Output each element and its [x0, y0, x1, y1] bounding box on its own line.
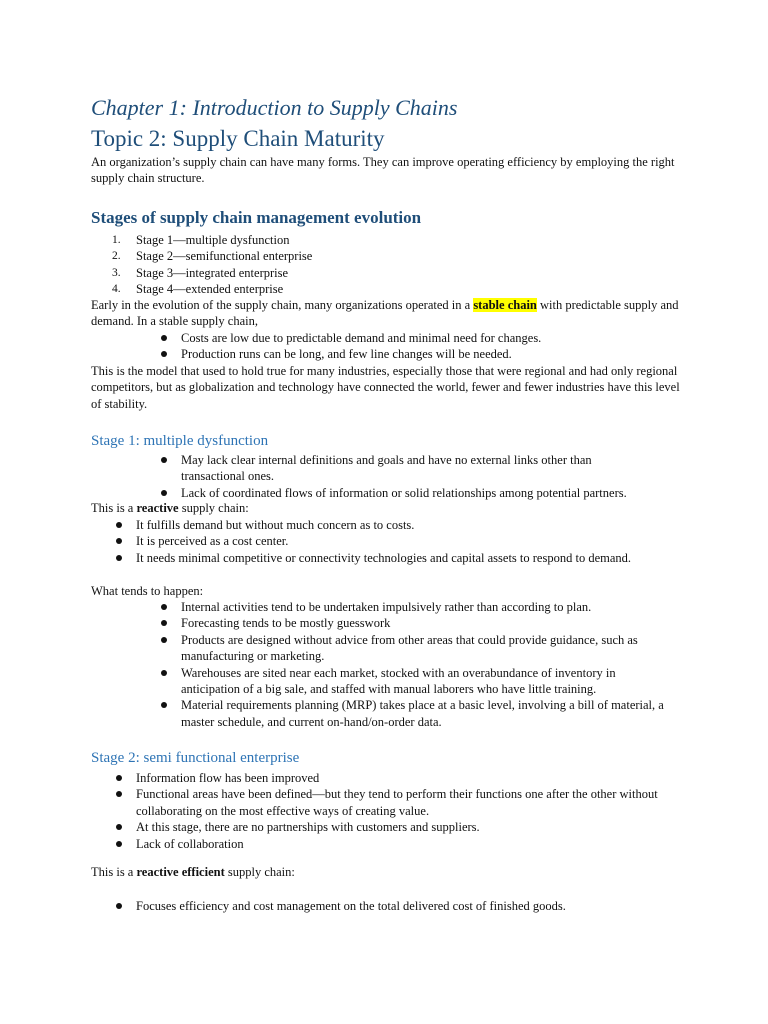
list-item: 1. Stage 1—multiple dysfunction [112, 233, 290, 247]
tends-bullets [181, 599, 676, 730]
list-item: It fulfills demand but without much concern as to costs. [136, 517, 646, 533]
topic-title: Topic 2: Supply Chain Maturity [91, 126, 385, 151]
stages-heading: Stages of supply chain management evolution [91, 208, 422, 227]
list-item: Material requirements planning (MRP) takes place at a basic level, involving a bill of material, a master schedule, and current on-hand/on-order data. [181, 697, 676, 730]
list-item: 4. Stage 4—extended enterprise [112, 282, 284, 297]
list-item: Information flow has been improved [136, 770, 676, 786]
list-item: Functional areas have been defined—but they tend to perform their functions one after the other without collaborating on the most effective ways of creating value. [136, 786, 676, 819]
list-item: It needs minimal competitive or connectivity technologies and capital assets to respond to demand. [136, 550, 646, 566]
list-item: Focuses efficiency and cost management on the total delivered cost of finished goods. [136, 898, 676, 914]
list-item: Costs are low due to predictable demand and minimal need for changes. [181, 330, 681, 346]
list-item: Products are designed without advice from other areas that could provide guidance, such as manufacturing or marketing. [181, 632, 676, 665]
stage2-heading: Stage 2: semi functional enterprise [91, 750, 300, 766]
list-item: 3. Stage 3—integrated enterprise [112, 265, 289, 280]
list-item: Forecasting tends to be mostly guesswork [181, 615, 676, 631]
list-item: 2. Stage 2—semifunctional enterprise [112, 249, 313, 264]
chapter-title: Chapter 1: Introduction to Supply Chains [91, 95, 458, 120]
intro-paragraph: An organization’s supply chain can have many forms. They can improve operating efficiency by employing the right supply chain structure. [91, 155, 675, 186]
list-item: Production runs can be long, and few line changes will be needed. [181, 346, 681, 362]
stages-list [112, 232, 696, 298]
stable-bullets [181, 330, 681, 363]
list-item: Warehouses are sited near each market, stocked with an overabundance of inventory in anticipation of a big sale, and staffed with manual laborers who have little training. [181, 665, 676, 698]
reactive-efficient-line: This is a reactive efficient supply chain: [91, 865, 295, 879]
list-item: May lack clear internal definitions and goals and have no external links other than transactional ones. [181, 452, 651, 485]
reactive-bullets [136, 517, 646, 566]
reactive-line: This is a reactive supply chain: [91, 501, 249, 515]
list-item: Internal activities tend to be undertaken impulsively rather than according to plan. [181, 599, 676, 615]
model-paragraph: This is the model that used to hold true for many industries, especially those that were regional and had only regional competitors, but as globalization and technology have connected the world, fewer and fewer industries have this level of stability. [91, 364, 680, 411]
reactive-efficient-bullets [136, 898, 676, 914]
tends-label: What tends to happen: [91, 584, 204, 598]
list-item: Lack of coordinated flows of information or solid relationships among potential partners. [181, 485, 651, 501]
list-item: Lack of collaboration [136, 836, 676, 852]
highlighted-term: stable chain [473, 298, 537, 312]
stage1-heading: Stage 1: multiple dysfunction [91, 433, 269, 449]
stage2-bullets [136, 770, 676, 852]
early-paragraph: Early in the evolution of the supply chain, many organizations operated in a stable chain with predictable supply and demand. In a stable supply chain, [91, 298, 679, 329]
stage1-bullets [181, 452, 651, 501]
list-item: At this stage, there are no partnerships with customers and suppliers. [136, 819, 676, 835]
list-item: It is perceived as a cost center. [136, 533, 646, 549]
